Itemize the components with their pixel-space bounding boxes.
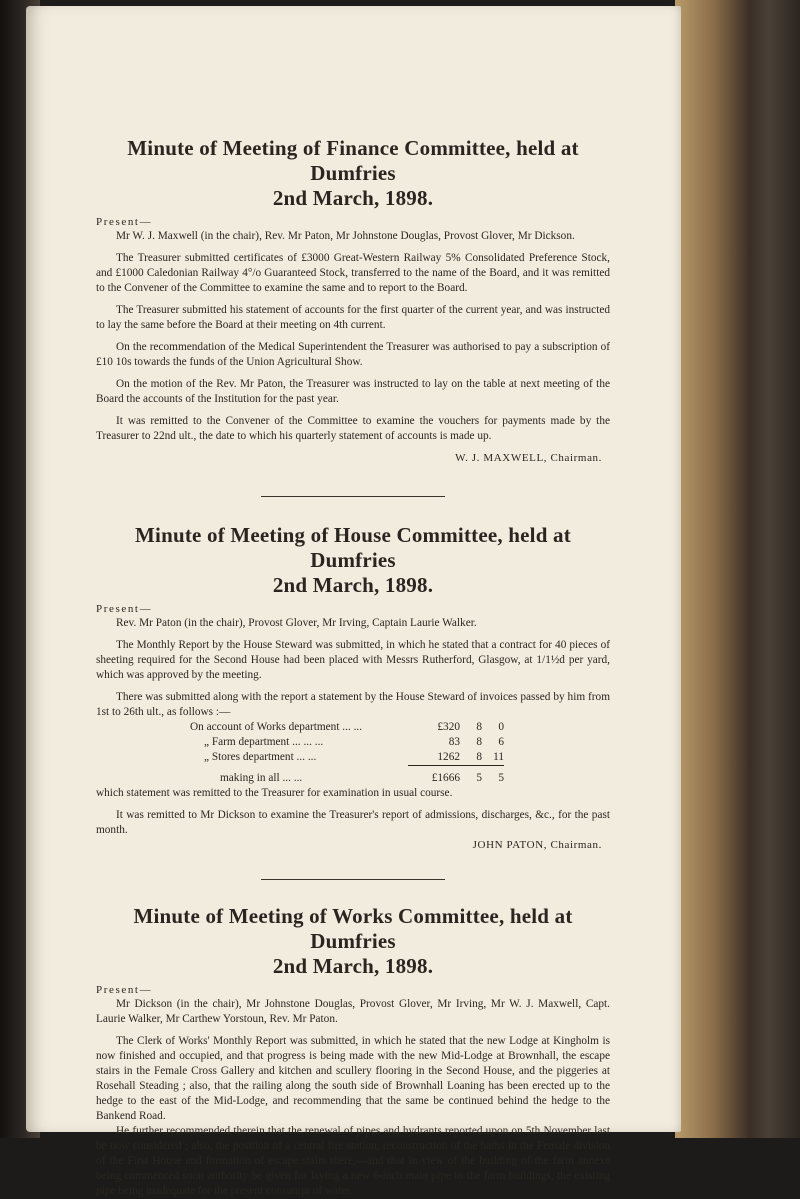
finance-paragraph: The Treasurer submitted his statement of accounts for the first quarter of the current year, and was instructed to lay the same before the Board at their meeting on 4th current. xyxy=(96,304,610,331)
ledger-total-label: making in all ... ... xyxy=(220,772,303,784)
finance-present-list: Mr W. J. Maxwell (in the chair), Rev. Mr Paton, Mr Johnstone Douglas, Provost Glover, Mr Dickson. xyxy=(116,230,575,242)
ledger-shillings: 8 xyxy=(476,736,482,748)
house-title-line1: Minute of Meeting of House Committee, held at Dumfries xyxy=(135,523,571,572)
house-present-label: Present— xyxy=(96,603,153,615)
invoice-ledger xyxy=(190,720,504,786)
works-present-label: Present— xyxy=(96,984,153,996)
finance-paragraph: On the motion of the Rev. Mr Paton, the Treasurer was instructed to lay on the table at next meeting of the Board the accounts of the Institution for the past year. xyxy=(96,378,610,405)
finance-title-line2: 2nd March, 1898. xyxy=(272,186,434,210)
ledger-total-shillings: 5 xyxy=(476,772,482,784)
house-minute xyxy=(96,523,610,853)
ledger-total-pounds: £1666 xyxy=(431,772,460,784)
works-present-list: Mr Dickson (in the chair), Mr Johnstone Douglas, Provost Glover, Mr Irving, Mr W. J. Maxwell, Capt. Laurie Walker, Mr Carthew Yorstoun, Rev. Mr Paton. xyxy=(96,998,610,1025)
house-paragraph: It was remitted to Mr Dickson to examine the Treasurer's report of admissions, discharges, &c., for the past month. xyxy=(96,809,610,836)
finance-paragraph: On the recommendation of the Medical Superintendent the Treasurer was authorised to pay a subscription of £10 10s towards the funds of the Union Agricultural Show. xyxy=(96,341,610,368)
works-title-line2: 2nd March, 1898. xyxy=(272,954,434,978)
ledger-pounds: 1262 xyxy=(437,751,460,763)
ledger-pounds: 83 xyxy=(448,736,460,748)
finance-signature: W. J. MAXWELL, Chairman. xyxy=(455,452,602,464)
ledger-item: On account of Works department ... ... xyxy=(190,721,363,733)
finance-minute xyxy=(96,136,610,466)
house-present-list: Rev. Mr Paton (in the chair), Provost Glover, Mr Irving, Captain Laurie Walker. xyxy=(116,617,477,629)
ledger-pounds: £320 xyxy=(437,721,460,733)
ledger-item: „ Stores department ... ... xyxy=(204,751,317,763)
house-title-line2: 2nd March, 1898. xyxy=(272,573,434,597)
house-after-ledger: which statement was remitted to the Treasurer for examination in usual course. xyxy=(96,787,453,799)
works-title-line1: Minute of Meeting of Works Committee, held at Dumfries xyxy=(133,904,573,953)
ledger-item: „ Farm department ... ... ... xyxy=(204,736,324,748)
house-signature: JOHN PATON, Chairman. xyxy=(472,839,602,851)
finance-paragraph: It was remitted to the Convener of the Committee to examine the vouchers for payments made by the Treasurer to 22nd ult., the date to which his quarterly statement of accounts is made up. xyxy=(96,415,610,442)
ledger-shillings: 8 xyxy=(476,751,482,763)
works-paragraph: The Clerk of Works' Monthly Report was submitted, in which he stated that the new Lodge at Kingholm is now finished and occupied, and that progress is being made with the new Mid-Lodge at Brownhall, the escape stairs in the Female Cross Gallery and kitchen and scullery flooring in the Second House, and the piggeries at Rosehall Steading ; also, that the railing along the south side of Brownhall Loaning has been erected up to the hedge to the east of the Mid-Lodge, and recommending that the same be continued behind the hedge to the Bankend Road. xyxy=(96,1035,610,1122)
ledger-pence: 0 xyxy=(498,721,504,733)
finance-paragraph: The Treasurer submitted certificates of £3000 Great-Western Railway 5% Consolidated Preference Stock, and £1000 Caledonian Railway 4°/o Guaranteed Stock, transferred to the name of the Board, and it was remitted to the Convener of the Committee to examine the same and to report to the Board. xyxy=(96,252,610,294)
ledger-total-pence: 5 xyxy=(498,772,504,784)
ledger-row xyxy=(190,735,504,750)
works-minute xyxy=(96,904,610,1199)
house-paragraph: There was submitted along with the report a statement by the House Steward of invoices passed by him from 1st to 26th ult., as follows :— xyxy=(96,691,610,718)
book-page-edges xyxy=(675,0,800,1138)
ledger-shillings: 8 xyxy=(476,721,482,733)
ledger-row xyxy=(190,720,504,735)
page-content xyxy=(96,136,610,1199)
ledger-pence: 11 xyxy=(493,751,504,763)
ledger-row xyxy=(190,750,504,765)
house-paragraph: The Monthly Report by the House Steward was submitted, in which he stated that a contract for 40 pieces of sheeting required for the Second House had been placed with Messrs Rutherford, Glasgow, at 1/1½d per yard, which was approved by the meeting. xyxy=(96,639,610,681)
ledger-pence: 6 xyxy=(498,736,504,748)
finance-present-label: Present— xyxy=(96,216,153,228)
ledger-total-row xyxy=(190,771,504,786)
works-paragraph: He further recommended therein that the renewal of pipes and hydrants reported upon on 5th November last be now considered ; also, the position of a central fire station, reconstruction of the baths in the Female division of the First House and formation of escape stairs there,—and that in view of the building of the farm annexe being commenced soon authority be given for laying a new 6-inch main pipe to the farm buildings, the existing pipe being inadequate for the present consumpt of water. xyxy=(96,1125,610,1197)
finance-title-line1: Minute of Meeting of Finance Committee, held at Dumfries xyxy=(127,136,579,185)
